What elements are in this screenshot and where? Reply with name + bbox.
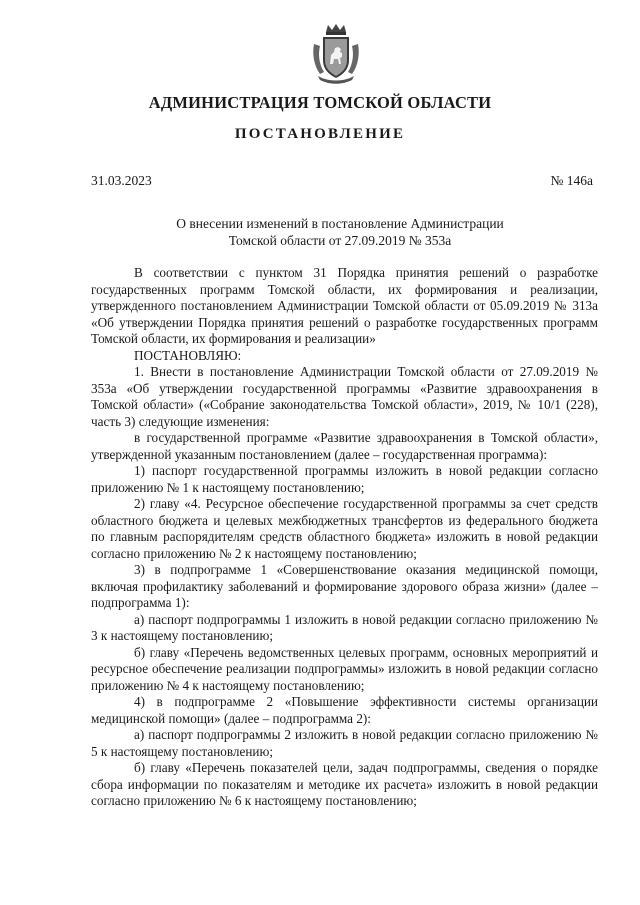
- body-paragraph: 1. Внести в постановление Администрации Томской области от 27.09.2019 № 353а «Об утверждении государственной программы «Развитие здравоохранения в Томской области» («Собрание законодательства Томской области», 2019, № 10/1 (228), часть 3) следующие изменения:: [91, 364, 598, 429]
- body-paragraph: в государственной программе «Развитие здравоохранения в Томской области», утвержденной указанным постановлением (далее – государственная программа):: [91, 430, 598, 462]
- organization-title: АДМИНИСТРАЦИЯ ТОМСКОЙ ОБЛАСТИ: [148, 93, 492, 112]
- body-paragraph: б) главу «Перечень показателей цели, задач подпрограммы, сведения о порядке сбора информации по показателям и методике их расчета» изложить в новой редакции согласно приложению № 6 к настоящему постановлению;: [91, 760, 598, 808]
- document-body: [91, 265, 598, 810]
- document-date: 31.03.2023: [91, 173, 152, 188]
- body-paragraph: а) паспорт подпрограммы 1 изложить в новой редакции согласно приложению № 3 к настоящему постановлению;: [91, 611, 598, 643]
- tomsk-coat-of-arms-icon: [310, 22, 362, 86]
- body-paragraph: В соответствии с пунктом 31 Порядка принятия решений о разработке государственных программ Томской области, их формирования и реализации, утвержденного постановлением Администрации Томской области от 05.09.2019 № 313а «Об утверждении Порядка принятия решений о разработке государственных программ Томской области, их формирования и реализации»: [91, 265, 598, 346]
- subject-line-1: О внесении изменений в постановление Администрации: [176, 216, 504, 231]
- body-paragraph: б) главу «Перечень ведомственных целевых программ, основных мероприятий и ресурсное обеспечение реализации подпрограммы» изложить в новой редакции согласно приложению № 4 к настоящему постановлению;: [91, 644, 598, 693]
- body-paragraph: 4) в подпрограмме 2 «Повышение эффективности системы организации медицинской помощи» (далее – подпрограмма 2):: [91, 694, 598, 726]
- resolution-heading: ПОСТАНОВЛЯЮ:: [134, 347, 242, 363]
- body-paragraph: 2) главу «4. Ресурсное обеспечение государственной программы за счет средств областного бюджета и целевых межбюджетных трансфертов из федерального бюджета по главным распорядителям средств областного бюджета» изложить в новой редакции согласно приложению № 2 к настоящему постановлению;: [91, 496, 598, 561]
- document-type-title: ПОСТАНОВЛЕНИЕ: [234, 126, 406, 142]
- body-paragraph: 3) в подпрограмме 1 «Совершенствование оказания медицинской помощи, включая профилактику заболеваний и формирование здорового образа жизни» (далее – подпрограмма 1):: [91, 562, 598, 610]
- document-subject: [140, 216, 540, 249]
- document-number: № 146а: [550, 173, 593, 188]
- body-paragraph: а) паспорт подпрограммы 2 изложить в новой редакции согласно приложению № 5 к настоящему постановлению;: [91, 727, 598, 759]
- subject-line-2: Томской области от 27.09.2019 № 353а: [228, 232, 452, 248]
- body-paragraph: 1) паспорт государственной программы изложить в новой редакции согласно приложению № 1 к настоящему постановлению;: [91, 463, 598, 495]
